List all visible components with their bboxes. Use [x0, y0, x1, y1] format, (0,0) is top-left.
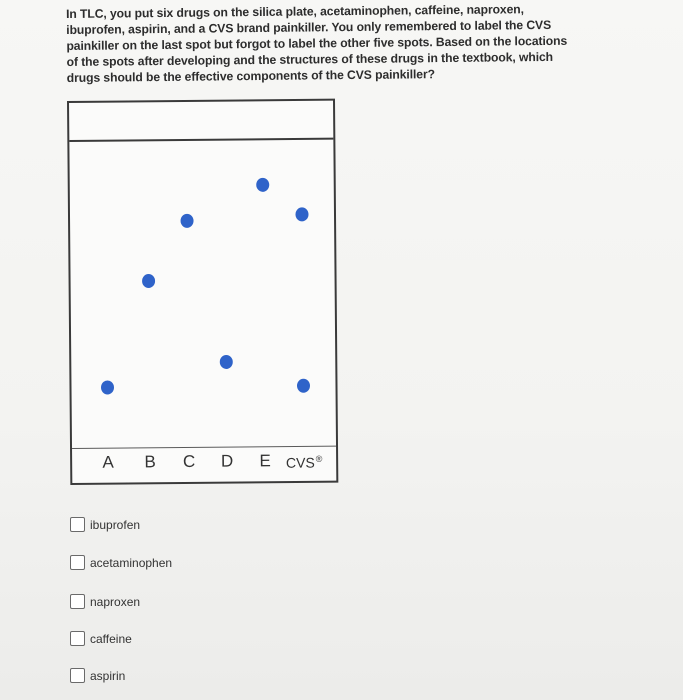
question-text: In TLC, you put six drugs on the silica plate, acetaminophen, caffeine, naproxen, ibuprofen, aspirin, and a CVS brand painkiller. You only remembered to label the CVS painkiller on the last spot but forgot to label the other five spots. Based on the locations of the spots after developing and the structures of these drugs in the textbook, which drugs should be the effective components of the CVS painkiller? [66, 2, 568, 85]
lane-label-e [259, 451, 271, 471]
option-label: caffeine [90, 631, 132, 646]
lane-label-text: CVS [285, 454, 315, 471]
lane-labels [72, 451, 336, 479]
tlc-plate [67, 99, 338, 485]
lane-label-c [183, 452, 195, 472]
lane-label-text: D [220, 451, 234, 471]
spot-lane-cvs-1 [295, 207, 308, 221]
option-checkbox[interactable] [70, 594, 85, 609]
option-checkbox[interactable] [70, 517, 85, 532]
option-checkbox[interactable] [70, 668, 85, 683]
registered-mark: ® [315, 453, 323, 464]
spot-lane-e-0 [256, 178, 269, 192]
lane-label-text: C [182, 451, 196, 472]
tlc-plate-figure [67, 99, 338, 487]
lane-label-a [102, 453, 114, 473]
spot-lane-d-0 [220, 355, 233, 369]
option-1[interactable] [70, 555, 172, 570]
lane-label-cvs [286, 454, 323, 471]
option-3[interactable] [70, 631, 132, 646]
option-4[interactable] [70, 668, 125, 683]
option-checkbox[interactable] [70, 555, 85, 570]
option-2[interactable] [70, 594, 140, 609]
spot-lane-cvs-0 [297, 379, 310, 393]
lane-label-text: E [259, 451, 271, 471]
option-checkbox[interactable] [70, 631, 85, 646]
lane-label-text: B [144, 452, 156, 472]
spot-lane-a-0 [101, 380, 114, 394]
lane-label-b [144, 452, 156, 472]
option-label: ibuprofen [90, 517, 141, 532]
tlc-spots [69, 101, 336, 483]
option-label: acetaminophen [90, 555, 173, 570]
option-0[interactable] [70, 517, 140, 532]
option-label: naproxen [90, 594, 141, 609]
spot-lane-c-0 [180, 214, 193, 228]
lane-label-d [221, 452, 233, 472]
lane-label-text: A [102, 452, 114, 472]
option-label: aspirin [90, 668, 126, 683]
spot-lane-b-0 [142, 274, 155, 288]
